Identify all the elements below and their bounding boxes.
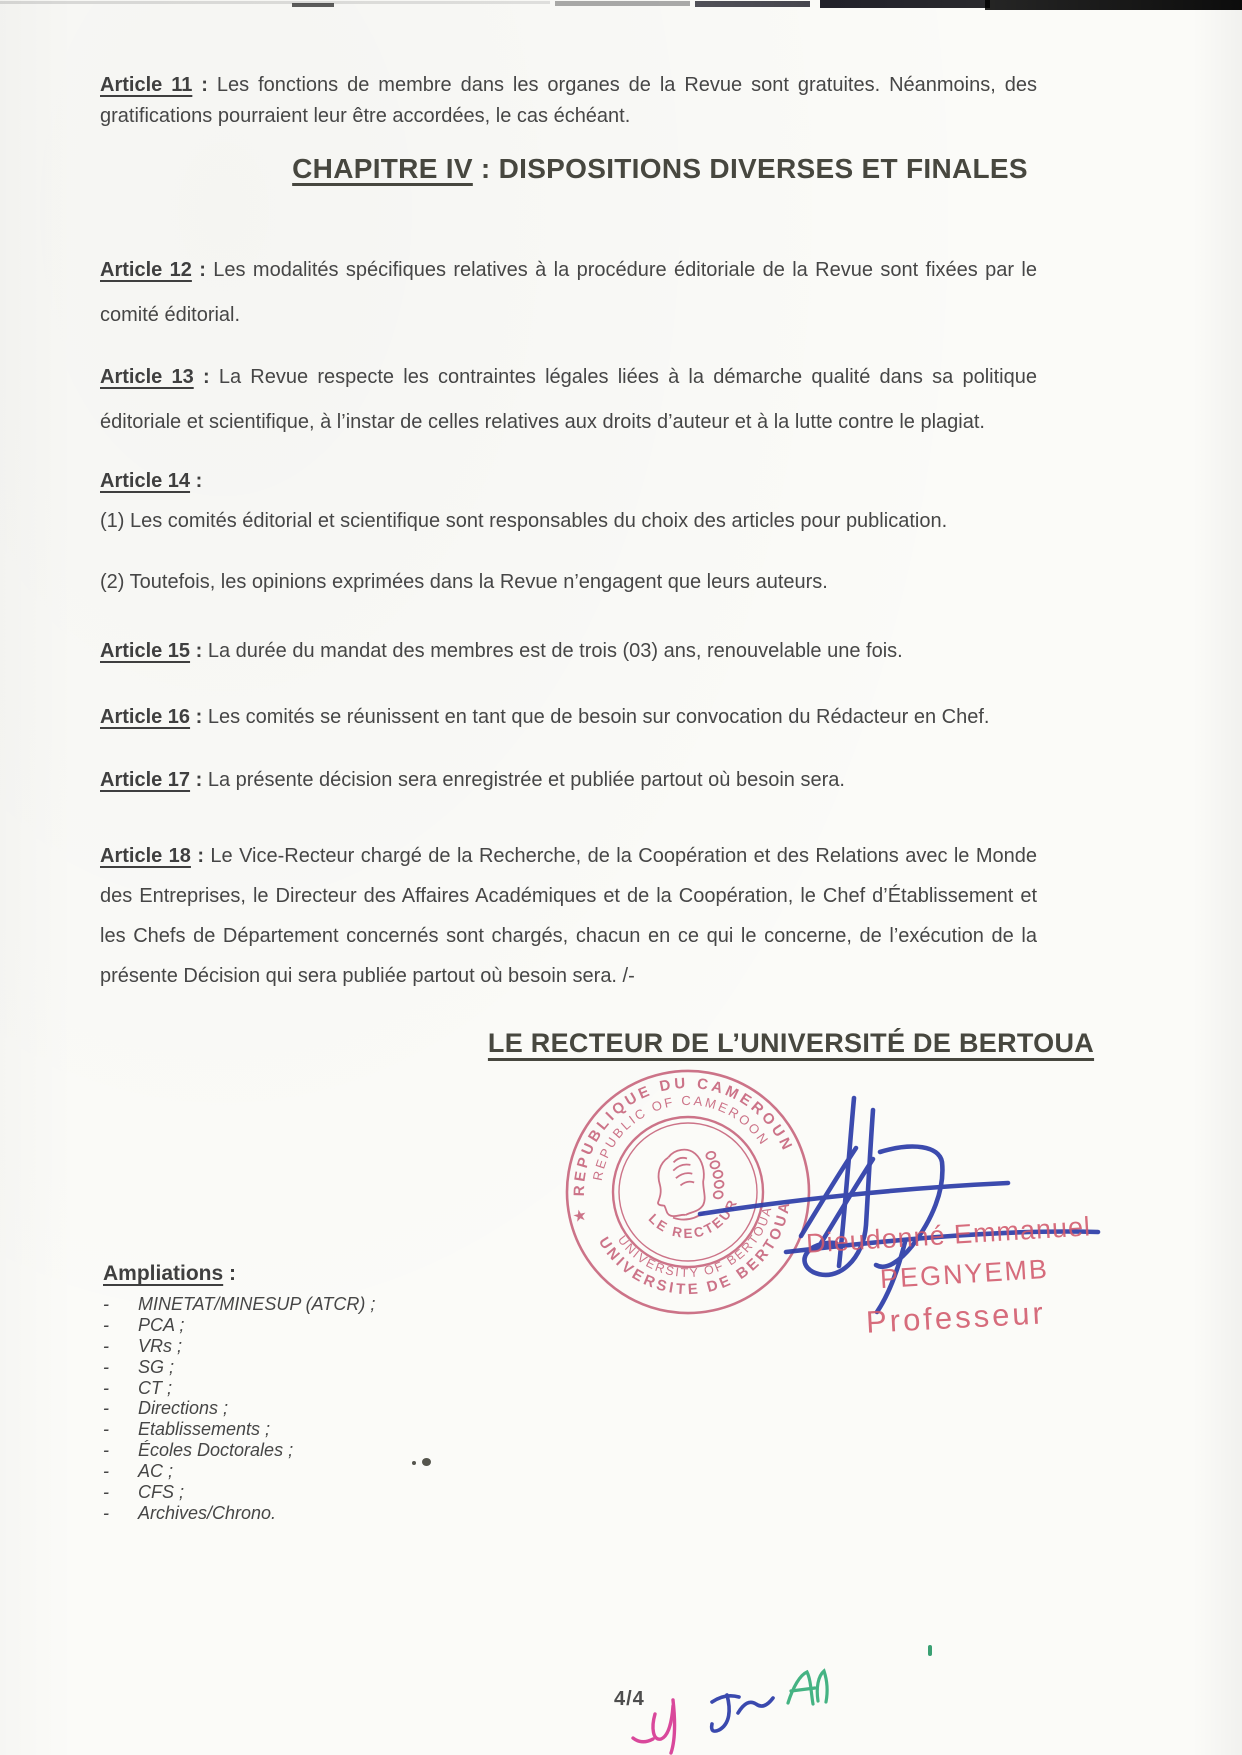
ampliation-vrs: VRs ; [138,1335,183,1356]
article-12-separator: : [191,259,214,281]
chapter-heading [192,153,1128,185]
ampliation-sg: SG ; [138,1356,175,1377]
list-item [103,1461,523,1482]
article-11-paragraph [100,70,1037,132]
list-item [103,1378,523,1399]
ampliation-ecoles-doctorales: Écoles Doctorales ; [138,1440,294,1461]
dash-bullet: - [103,1314,109,1335]
article-14-separator: : [190,470,203,492]
dash-bullet: - [103,1502,109,1523]
list-item [103,1398,523,1419]
article-17-label: Article 17 [100,769,191,791]
article-16-paragraph [100,706,1037,729]
ampliations-heading-text: Ampliations [103,1262,224,1285]
article-17-text: La présente décision sera enregistrée et publiée partout où besoin sera. [207,769,845,791]
article-13-text: La Revue respecte les contraintes légales liées à la démarche qualité dans sa politique éditoriale et scientifique, à l’instar de celles relatives aux droits d’auteur et à la lutte contre le plagiat. [100,366,1037,433]
handwritten-initials [620,1645,850,1755]
scan-speck [422,1458,431,1466]
dash-bullet: - [103,1440,109,1461]
dash-bullet: - [103,1398,109,1419]
dash-bullet: - [103,1482,109,1503]
list-item [103,1294,523,1315]
article-12-label: Article 12 [100,259,192,281]
ampliation-archives: Archives/Chrono. [138,1502,277,1523]
article-13-paragraph [100,355,1037,445]
stamp-star-icon: ★ [571,1206,589,1227]
article-11-label: Article 11 [100,74,193,96]
article-18-label: Article 18 [100,845,191,867]
ampliations-heading [103,1262,236,1286]
list-item [103,1357,523,1378]
signatory-name-stamp: Dieudonné Emmanuel [805,1211,1092,1259]
article-11-separator: : [192,74,217,96]
dash-bullet: - [103,1294,109,1314]
ampliations-list [103,1294,523,1524]
article-18-paragraph [100,836,1037,996]
ampliation-pca: PCA ; [138,1314,185,1335]
list-item [103,1336,523,1357]
article-13-label: Article 13 [100,366,194,388]
article-14-item-1: (1) Les comités éditorial et scientifique sont responsables du choix des articles pour publication. [100,510,948,532]
article-15-text: La durée du mandat des membres est de trois (03) ans, renouvelable une fois. [207,640,903,662]
article-16-label: Article 16 [100,706,191,728]
recteur-heading-text: LE RECTEUR DE L’UNIVERSITÉ DE BERTOUA [487,1028,1095,1058]
article-16-separator: : [190,706,208,728]
article-14-heading [100,470,1037,493]
list-item [103,1440,523,1461]
list-item [103,1315,523,1336]
dash-bullet: - [103,1356,109,1377]
signatory-title-stamp: Professeur [865,1295,1047,1340]
ampliation-cfs: CFS ; [138,1482,185,1503]
initial-pink [633,1700,675,1753]
list-item [103,1419,523,1440]
article-12-text: Les modalités spécifiques relatives à la procédure éditoriale de la Revue sont fixées par le comité éditorial. [100,259,1037,326]
stamp-text-republique: REPUBLIQUE DU CAMEROUN [570,1074,797,1197]
article-18-text: Le Vice-Recteur chargé de la Recherche, de la Coopération et des Relations avec le Monde des Entreprises, le Directeur des Affaires Académiques et de la Coopération, le Chef d’Établissement et les Chefs de Département concernés sont chargés, chacun en ce qui le concerne, de l’exécution de la présente Décision qui sera publiée partout où besoin sera. /- [100,845,1038,987]
dash-bullet: - [103,1335,109,1356]
article-14-item-2: (2) Toutefois, les opinions exprimées dans la Revue n’engagent que leurs auteurs. [100,571,828,593]
scan-edge-artifact [0,0,1242,12]
ampliation-etablissements: Etablissements ; [138,1419,271,1440]
list-item [103,1503,523,1524]
article-15-separator: : [190,640,208,662]
scan-speck [412,1461,416,1465]
stamp-text-republic: REPUBLIC OF CAMEROON [589,1092,773,1182]
ampliation-minetat: MINETAT/MINESUP (ATCR) ; [138,1294,376,1314]
ampliations-heading-colon: : [223,1262,237,1285]
dash-bullet: - [103,1419,109,1440]
scan-speck-green [928,1645,932,1656]
article-18-separator: : [190,845,211,867]
ampliation-ct: CT ; [138,1377,172,1398]
initial-green [788,1671,827,1704]
list-item [103,1482,523,1503]
dash-bullet: - [103,1461,109,1482]
chapter-heading-title: : DISPOSITIONS DIVERSES ET FINALES [472,153,1028,184]
stamp-text-university: UNIVERSITY OF BERTOUA [615,1204,775,1281]
article-12-paragraph [100,248,1037,338]
signatory-surname-stamp: PEGNYEMB [879,1253,1050,1295]
article-11-text: Les fonctions de membre dans les organes de la Revue sont gratuites. Néanmoins, des gratifications pourraient leur être accordées, le cas échéant. [100,74,1037,127]
article-14-label: Article 14 [100,470,191,492]
ampliation-ac: AC ; [138,1461,174,1482]
dash-bullet: - [103,1377,109,1398]
article-17-paragraph [100,769,1037,792]
chapter-heading-number: CHAPITRE IV [292,153,473,184]
stamp-text-le-recteur: LE RECTEUR [645,1195,741,1242]
article-16-text: Les comités se réunissent en tant que de besoin sur convocation du Rédacteur en Chef. [207,706,990,728]
page-number: 4/4 [614,1688,645,1710]
ampliation-directions: Directions ; [138,1398,229,1419]
recteur-signature [560,1040,1140,1360]
initial-blue [712,1695,773,1731]
stamp-text-universite: UNIVERSITE DE BERTOUA [594,1198,794,1299]
article-13-separator: : [193,366,219,388]
article-17-separator: : [190,769,208,791]
article-15-label: Article 15 [100,640,191,662]
article-15-paragraph [100,640,1037,663]
